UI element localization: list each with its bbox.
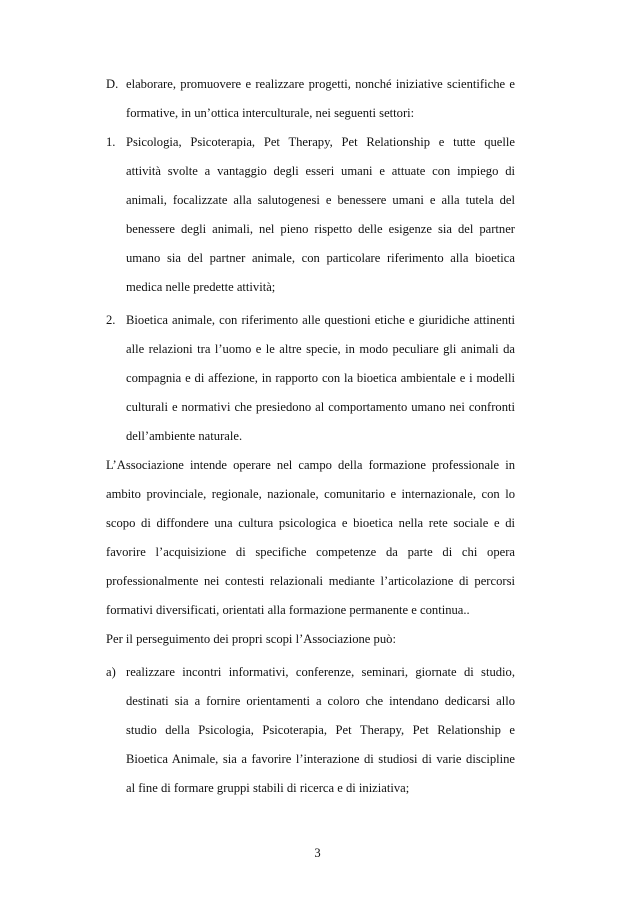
item-2-line-3: compagnia e di affezione, in rapporto con la bioetica ambientale e i modelli: [126, 371, 515, 385]
item-a-line-3: studio della Psicologia, Psicoterapia, Pet Therapy, Pet Relationship e: [126, 723, 515, 737]
item-d-line-2: formative, in un’ottica interculturale, nei seguenti settori:: [126, 106, 415, 120]
list-marker-d: D.: [106, 77, 119, 91]
item-1-line-3: animali, focalizzate alla salutogenesi e benessere umani e alla tutela del: [126, 193, 515, 207]
page-number: 3: [314, 846, 321, 860]
item-1-line-4: benessere degli animali, nel pieno rispetto delle esigenze sia del partner: [126, 222, 515, 236]
item-d-line-1: elaborare, promuovere e realizzare progetti, nonché iniziative scientifiche e: [126, 77, 515, 91]
association-paragraph-line-6: formativi diversificati, orientati alla formazione permanente e continua..: [106, 603, 470, 617]
list-marker-2: 2.: [106, 313, 116, 327]
association-paragraph-line-2: ambito provinciale, regionale, nazionale, comunitario e internazionale, con lo: [106, 487, 515, 501]
item-a-line-1: realizzare incontri informativi, conferenze, seminari, giornate di studio,: [126, 665, 515, 679]
item-2-line-4: culturali e normativi che presiedono al comportamento umano nei confronti: [126, 400, 515, 414]
association-paragraph-line-1: L’Associazione intende operare nel campo della formazione professionale in: [106, 458, 515, 472]
list-marker-1: 1.: [106, 135, 116, 149]
item-1-line-1: Psicologia, Psicoterapia, Pet Therapy, Pet Relationship e tutte quelle: [126, 135, 515, 149]
scopes-paragraph-line-1: Per il perseguimento dei propri scopi l’Associazione può:: [106, 632, 396, 646]
item-1-line-6: medica nelle predette attività;: [126, 280, 276, 294]
item-2-line-1: Bioetica animale, con riferimento alle questioni etiche e giuridiche attinenti: [126, 313, 515, 327]
association-paragraph-line-5: professionalmente nei contesti relazionali mediante l’articolazione di percorsi: [106, 574, 515, 588]
item-1-line-5: umano sia del partner animale, con particolare riferimento alla bioetica: [126, 251, 515, 265]
item-a-line-2: destinati sia a fornire orientamenti a coloro che intendano dedicarsi allo: [126, 694, 515, 708]
item-a-line-4: Bioetica Animale, sia a favorire l’interazione di studiosi di varie discipline: [126, 752, 515, 766]
list-marker-a: a): [106, 665, 116, 679]
association-paragraph-line-3: scopo di diffondere una cultura psicologica e bioetica nella rete sociale e di: [106, 516, 515, 530]
association-paragraph-line-4: favorire l’acquisizione di specifiche competenze da parte di chi opera: [106, 545, 515, 559]
item-2-line-2: alle relazioni tra l’uomo e le altre specie, in modo peculiare gli animali da: [126, 342, 515, 356]
item-2-line-5: dell’ambiente naturale.: [126, 429, 243, 443]
item-a-line-5: al fine di formare gruppi stabili di ricerca e di iniziativa;: [126, 781, 410, 795]
item-1-line-2: attività svolte a vantaggio degli esseri umani e attuate con impiego di: [126, 164, 515, 178]
